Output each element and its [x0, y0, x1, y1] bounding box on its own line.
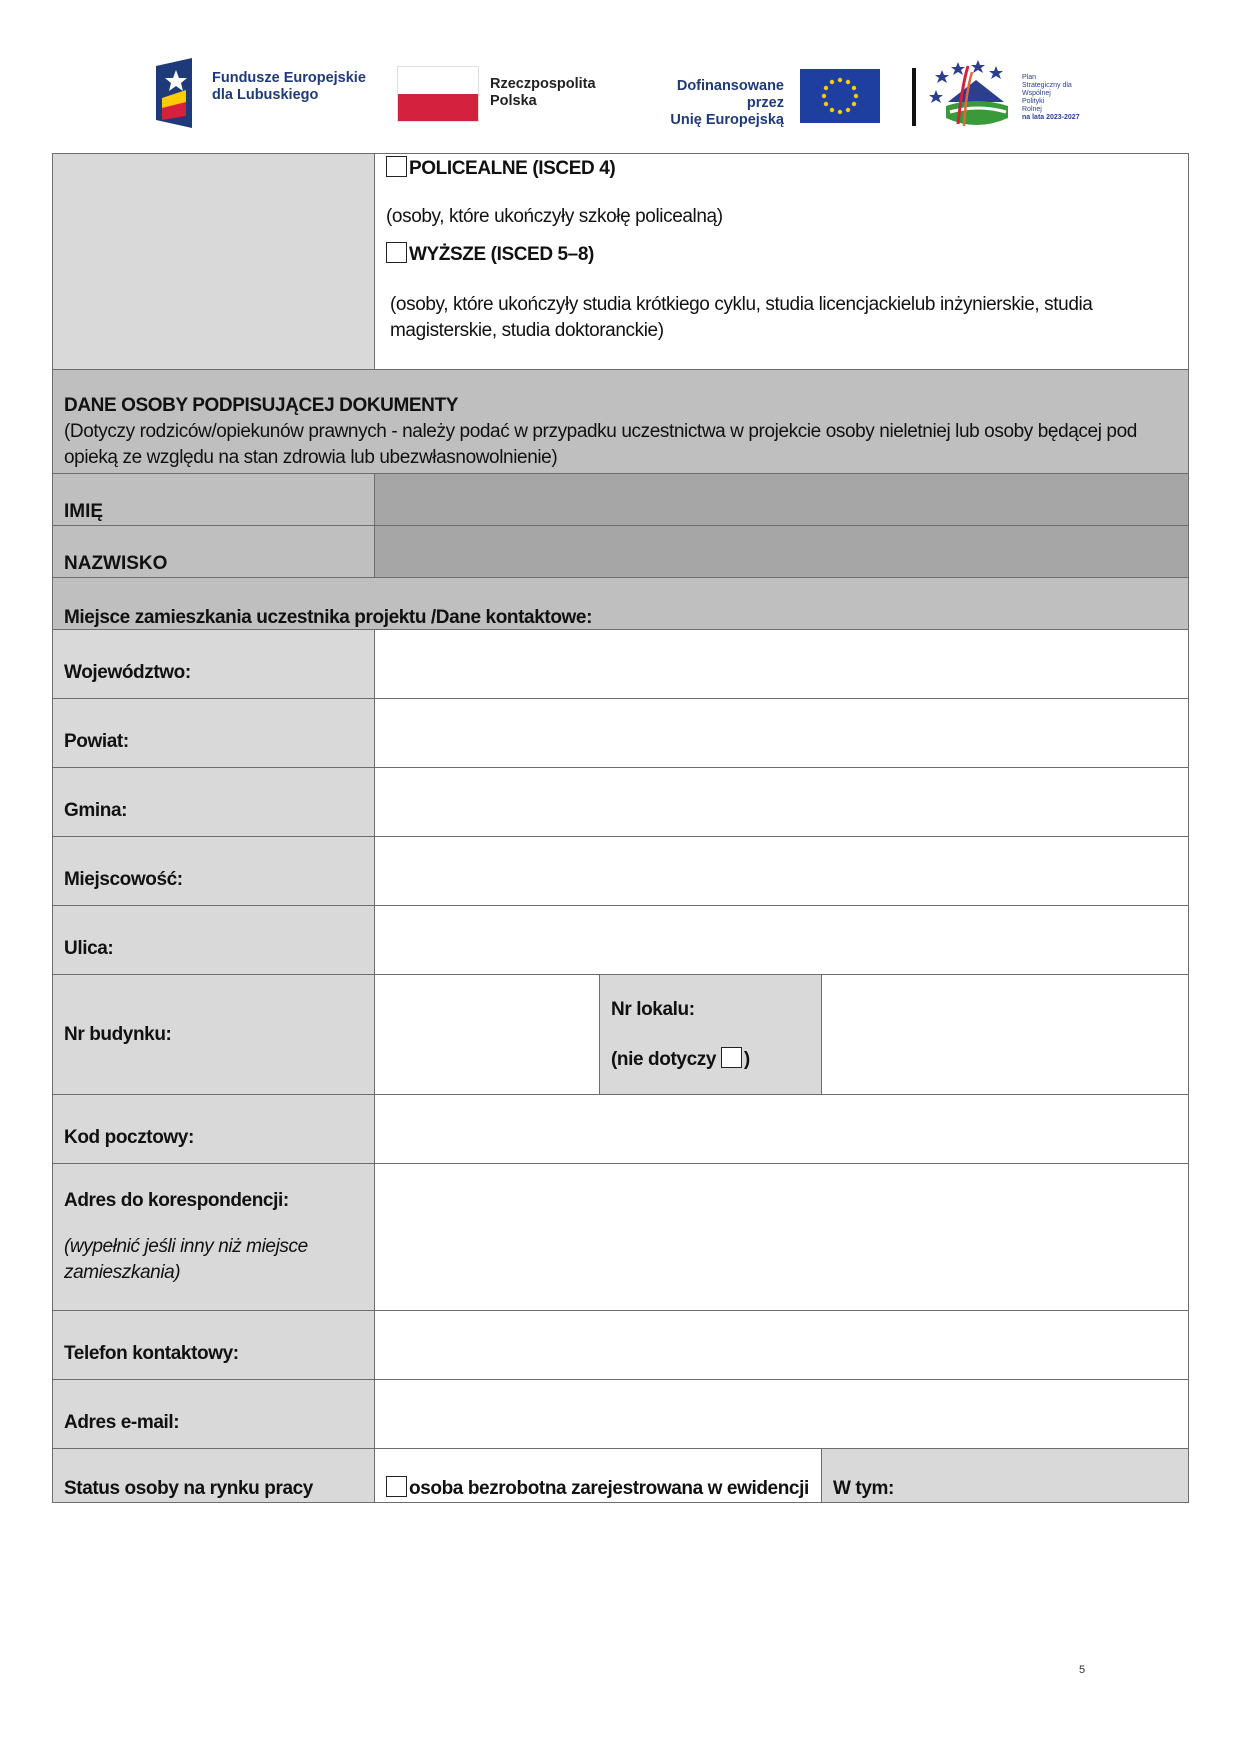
page-number: 5: [1079, 1664, 1086, 1676]
first-name-label: IMIĘ: [53, 474, 375, 526]
adres-korespondencji-cell: [53, 1164, 375, 1311]
gmina-field[interactable]: [375, 768, 1189, 837]
status-unemployed-option: [375, 1449, 822, 1503]
fundusze-europejskie-text: Fundusze Europejskie dla Lubuskiego: [212, 70, 366, 103]
status-label: Status osoby na rynku pracy: [53, 1449, 375, 1503]
eu-funding-text: Dofinansowane przez Unię Europejską: [670, 78, 784, 128]
unemployed-label: osoba bezrobotna zarejestrowana w ewidencji: [409, 1478, 809, 1499]
powiat-label: Powiat:: [53, 699, 375, 768]
telefon-label: Telefon kontaktowy:: [53, 1311, 375, 1380]
last-name-label: NAZWISKO: [53, 526, 375, 578]
signer-first-name-row: [53, 474, 1189, 526]
plan-strategiczny-logo: [928, 56, 1018, 132]
rzeczpospolita-text: Rzeczpospolita Polska: [490, 76, 596, 109]
adres-korespondencji-row: [53, 1164, 1189, 1311]
wyzsze-checkbox[interactable]: [386, 242, 407, 263]
nr-lokalu-cell: [600, 975, 822, 1095]
signer-heading: DANE OSOBY PODPISUJĄCEJ DOKUMENTY: [64, 395, 458, 416]
plan-strategiczny-text: Plan Strategiczny dla Wspólnej Polityki Rolnej na lata 2023-2027: [1022, 74, 1080, 121]
powiat-row: [53, 699, 1189, 768]
status-row: [53, 1449, 1189, 1503]
eu-flag-icon: [800, 69, 880, 123]
fundusze-europejskie-logo: [156, 58, 204, 128]
header-logos: [150, 52, 1090, 132]
nr-lokalu-label: Nr lokalu:: [611, 998, 695, 1020]
adres-korespondencji-note: (wypełnić jeśli inny niż miejsce zamieszkania): [64, 1236, 308, 1283]
participant-form-table: [52, 153, 1189, 1503]
nr-budynku-row: [53, 975, 1189, 1095]
powiat-field[interactable]: [375, 699, 1189, 768]
policealne-checkbox[interactable]: [386, 156, 407, 177]
signer-heading-cell: [53, 370, 1189, 474]
adres-korespondencji-label: Adres do korespondencji:: [64, 1190, 289, 1211]
education-row: [53, 154, 1189, 370]
email-row: [53, 1380, 1189, 1449]
policealne-label: POLICEALNE (ISCED 4): [409, 158, 616, 179]
w-tym-label: W tym:: [822, 1449, 1189, 1503]
nie-dotyczy-close: ): [743, 1048, 750, 1070]
email-label: Adres e-mail:: [53, 1380, 375, 1449]
gmina-label: Gmina:: [53, 768, 375, 837]
miejscowosc-label: Miejscowość:: [53, 837, 375, 906]
wyzsze-option: [386, 242, 1177, 266]
education-label-cell: [53, 154, 375, 370]
miejscowosc-row: [53, 837, 1189, 906]
nie-dotyczy-label: (nie dotyczy: [611, 1048, 721, 1070]
kod-pocztowy-label: Kod pocztowy:: [53, 1095, 375, 1164]
wojewodztwo-label: Województwo:: [53, 630, 375, 699]
wyzsze-note: (osoby, które ukończyły studia krótkiego cyklu, studia licencjackielub inżynierskie, studia magisterskie, studia doktoranckie): [390, 294, 1093, 341]
miejscowosc-field[interactable]: [375, 837, 1189, 906]
nr-lokalu-field[interactable]: [822, 975, 1189, 1095]
first-name-field[interactable]: [375, 474, 1189, 526]
nr-budynku-label: Nr budynku:: [53, 975, 375, 1095]
signer-description: (Dotyczy rodziców/opiekunów prawnych - należy podać w przypadku uczestnictwa w projekcie osoby nieletniej lub osoby będącej pod opieką ze względu na stan zdrowia lub ubezwłasnowolnienie): [64, 421, 1137, 468]
logo-divider: [912, 68, 916, 126]
poland-flag-icon: [397, 66, 479, 122]
signer-heading-row: [53, 370, 1189, 474]
address-heading: Miejsce zamieszkania uczestnika projektu /Dane kontaktowe:: [53, 578, 1189, 630]
ulica-label: Ulica:: [53, 906, 375, 975]
address-heading-row: [53, 578, 1189, 630]
signer-last-name-row: [53, 526, 1189, 578]
kod-pocztowy-row: [53, 1095, 1189, 1164]
education-options-cell: [375, 154, 1189, 370]
telefon-field[interactable]: [375, 1311, 1189, 1380]
unemployed-checkbox[interactable]: [386, 1476, 407, 1497]
adres-korespondencji-field[interactable]: [375, 1164, 1189, 1311]
wyzsze-label: WYŻSZE (ISCED 5–8): [409, 244, 594, 265]
last-name-field[interactable]: [375, 526, 1189, 578]
wojewodztwo-field[interactable]: [375, 630, 1189, 699]
ulica-field[interactable]: [375, 906, 1189, 975]
ulica-row: [53, 906, 1189, 975]
policealne-option: [386, 156, 1177, 180]
kod-pocztowy-field[interactable]: [375, 1095, 1189, 1164]
nie-dotyczy-option: [611, 1047, 810, 1071]
nr-budynku-field[interactable]: [375, 975, 600, 1095]
gmina-row: [53, 768, 1189, 837]
telefon-row: [53, 1311, 1189, 1380]
email-field[interactable]: [375, 1380, 1189, 1449]
wojewodztwo-row: [53, 630, 1189, 699]
policealne-note: (osoby, które ukończyły szkołę policealną): [386, 206, 723, 227]
nie-dotyczy-checkbox[interactable]: [721, 1047, 742, 1068]
